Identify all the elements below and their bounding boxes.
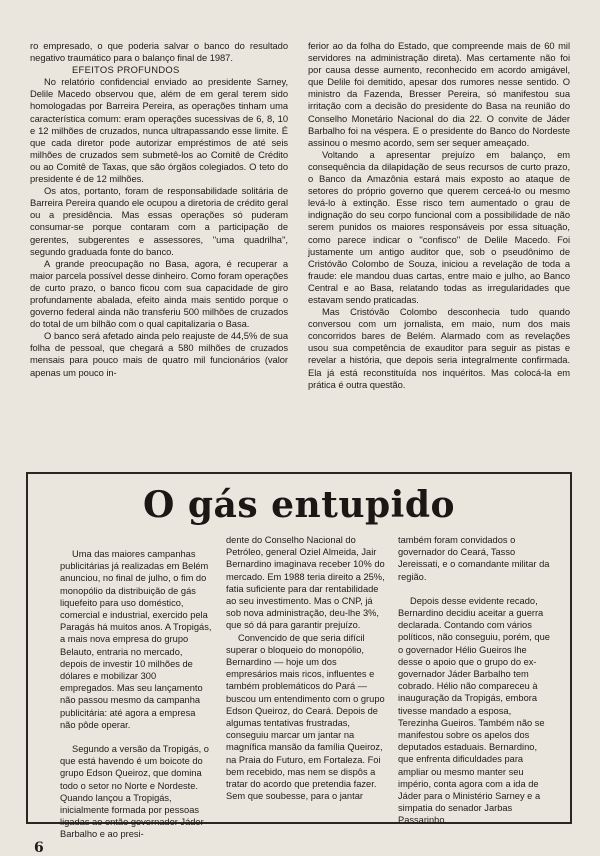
paragraph: Os atos, portanto, foram de responsabilidade solitária de Barreira Pereira quando ele ocupou a diretoria de crédito geral ou a presidência. Mas essas operações só puderam consumar-se porque contaram com a participação de gerentes, subgerentes e assessores, ''uma quadrilha'', segundo graduada fonte do banco.: [30, 185, 288, 257]
article-column-1: [30, 40, 288, 379]
paragraph: Uma das maiores campanhas publicitárias já realizadas em Belém anunciou, no final de julho, o fim do monopólio da distribuição de gás liquefeito para uso doméstico, comercial e industrial, exercido pela Paragás há muitos anos. A Tropigás, a mais nova empresa do grupo Belauto, entraria no mercado, depois de investir 10 milhões de dólares e mobilizar 300 empregados. Mas seu lançamento não passou mesmo da campanha publicitária: até agora a empresa não pôde operar.: [60, 549, 212, 730]
boxed-column-3: [398, 534, 550, 827]
boxed-article: [26, 472, 572, 840]
paragraph: ro empresado, o que poderia salvar o banco do resultado negativo traumático para o balanço final de 1987.: [30, 40, 288, 64]
paragraph: No relatório confidencial enviado ao presidente Sarney, Delile Macedo observou que, além de em geral terem sido homologadas por Barreira Pereira, as operações tinham uma característica comum: eram operações sucessivas de 6, 8, 10 e 12 milhões de cruzados, nunca ultrapassando esse limite. É que cada diretor pode autorizar empréstimos de até seis milhões de cruzados sem submetê-los ao Comitê de Crédito ou ao Comitê de Taxas, que são órgãos colegiados. O teto do presidente é de 12 milhões.: [30, 76, 288, 185]
paragraph: ferior ao da folha do Estado, que compreende mais de 60 mil servidores na administração direta). Mas certamente não foi por causa desse aumento, reconhecido em acordo amigável, que Delile foi demitido, apesar dos rumores nesse sentido. O ministro da Fazenda, Bresser Pereira, só manifestou sua irritação com a decisão do presidente do Basa na reunião do Conselho Monetário Nacional do dia 22. O convite de Jáder Barbalho foi na véspera. E o presidente do Banco do Nordeste assinou o mesmo acordo, sem ser sequer ameaçado.: [308, 40, 570, 148]
paragraph: dente do Conselho Nacional do Petróleo, general Oziel Almeida, Jair Bernardino imaginava receber 10% do mercado. Em 1988 teria direito a 25%, fatia suficiente para dar rentabilidade ao seu investimento. Mas o CNP, já sob nova administração, deu-lhe 3%, que só dá para garantir prejuízo.: [226, 535, 385, 631]
paragraph: também foram convidados o governador do Ceará, Tasso Jereissati, e o comandante militar da região.: [398, 535, 550, 582]
paragraph: O banco será afetado ainda pelo reajuste de 44,5% de sua folha de pessoal, que chegará a 580 milhões de cruzados mensais para pouco mais de quatro mil funcionários (valor apenas um pouco in-: [30, 330, 288, 378]
boxed-column-2: [226, 534, 386, 802]
page-number: 6: [34, 840, 44, 856]
paragraph: Convencido de que seria difícil superar o bloqueio do monopólio, Bernardino — hoje um dos empresários mais ricos, influentes e também problemáticos do Pará — buscou um entendimento com o grupo Edson Queiroz, do Ceará. Depois de algumas tentativas frustradas, conseguiu marcar um jantar na magnífica mansão da família Queiroz, na Praia do Futuro, em Fortaleza. Foi bem recebido, mas nem se dispôs a tratar do acordo que pretendia fazer. Sem que soubesse, para o jantar: [226, 632, 385, 802]
paragraph: Mas Cristóvão Colombo desconhecia tudo quando conversou com um jornalista, em maio, num dos mais concorridos bares de Belém. Alarmado com as revelações usou sua competência de exauditor para seguir as pistas e revelar a história, que depois seria integralmente confirmada. Ela já está reconstituída nos inquéritos. Mas colocá-la em prática é outra questão.: [308, 306, 570, 390]
paragraph: Depois desse evidente recado, Bernardino decidiu aceitar a guerra declarada. Contando com vários políticos, não conseguiu, porém, que o governador Hélio Gueiros lhe desse o apoio que o grupo do ex-governador Jáder Barbalho tem cobrado. Hélio não compareceu à inauguração da Tropigás, embora tivesse mandado a esposa, Terezinha Gueiros. Também não se manifestou sobre os apelos dos deputados estaduais. Bernardino, que enfrenta dificuldades para ampliar ou mesmo manter seu império, conta agora com a ida de Jáder para o Ministério Sarney e a simpatia do senador Jarbas Passarinho.: [398, 595, 550, 826]
boxed-column-1: [60, 548, 212, 841]
paragraph: Voltando a apresentar prejuízo em balanço, em consequência da dilapidação de seus recursos de curto prazo, o Banco da Amazônia estará mais exposto ao ataque de setores do próprio governo que querem cerceá-lo ou mesmo levá-lo à extinção. Esse risco tem aumentado o grau de indignação do seu corpo funcional com a possibilidade de não serem punidos os maiores responsáveis por essa situação, como parece indicar o ''confisco'' de Delile Macedo. Foi justamente um antigo auditor que, sob o pseudônimo de Cristóvão Colombo de Souza, iniciou a revelação de toda a fraude: ele mandou duas cartas, entre maio e julho, ao Banco Central e ao Basa, relatando todas as irregularidades que estavam sendo praticadas.: [308, 148, 570, 305]
section-subheading: EFEITOS PROFUNDOS: [72, 64, 180, 76]
paragraph: Segundo a versão da Tropigás, o que está havendo é um boicote do grupo Edson Queiroz, que domina todo o setor no Norte e Nordeste. Quando lançou a Tropigás, inicialmente formada por pessoas ligadas ao então governador Jáder Barbalho e ao presi-: [60, 744, 209, 840]
article-column-2: [308, 40, 570, 391]
paragraph: A grande preocupação no Basa, agora, é recuperar a maior parcela possível desse dinheiro. Como foram operações de curto prazo, o banco ficou com sua capacidade de giro profundamente abalada, efeito ainda mais sentido porque o governo federal ainda não transferiu 500 milhões de cruzados do total de um bilhão com o qual capitalizaria o Basa.: [30, 257, 288, 330]
boxed-article-title: O gás entupido: [142, 484, 456, 526]
